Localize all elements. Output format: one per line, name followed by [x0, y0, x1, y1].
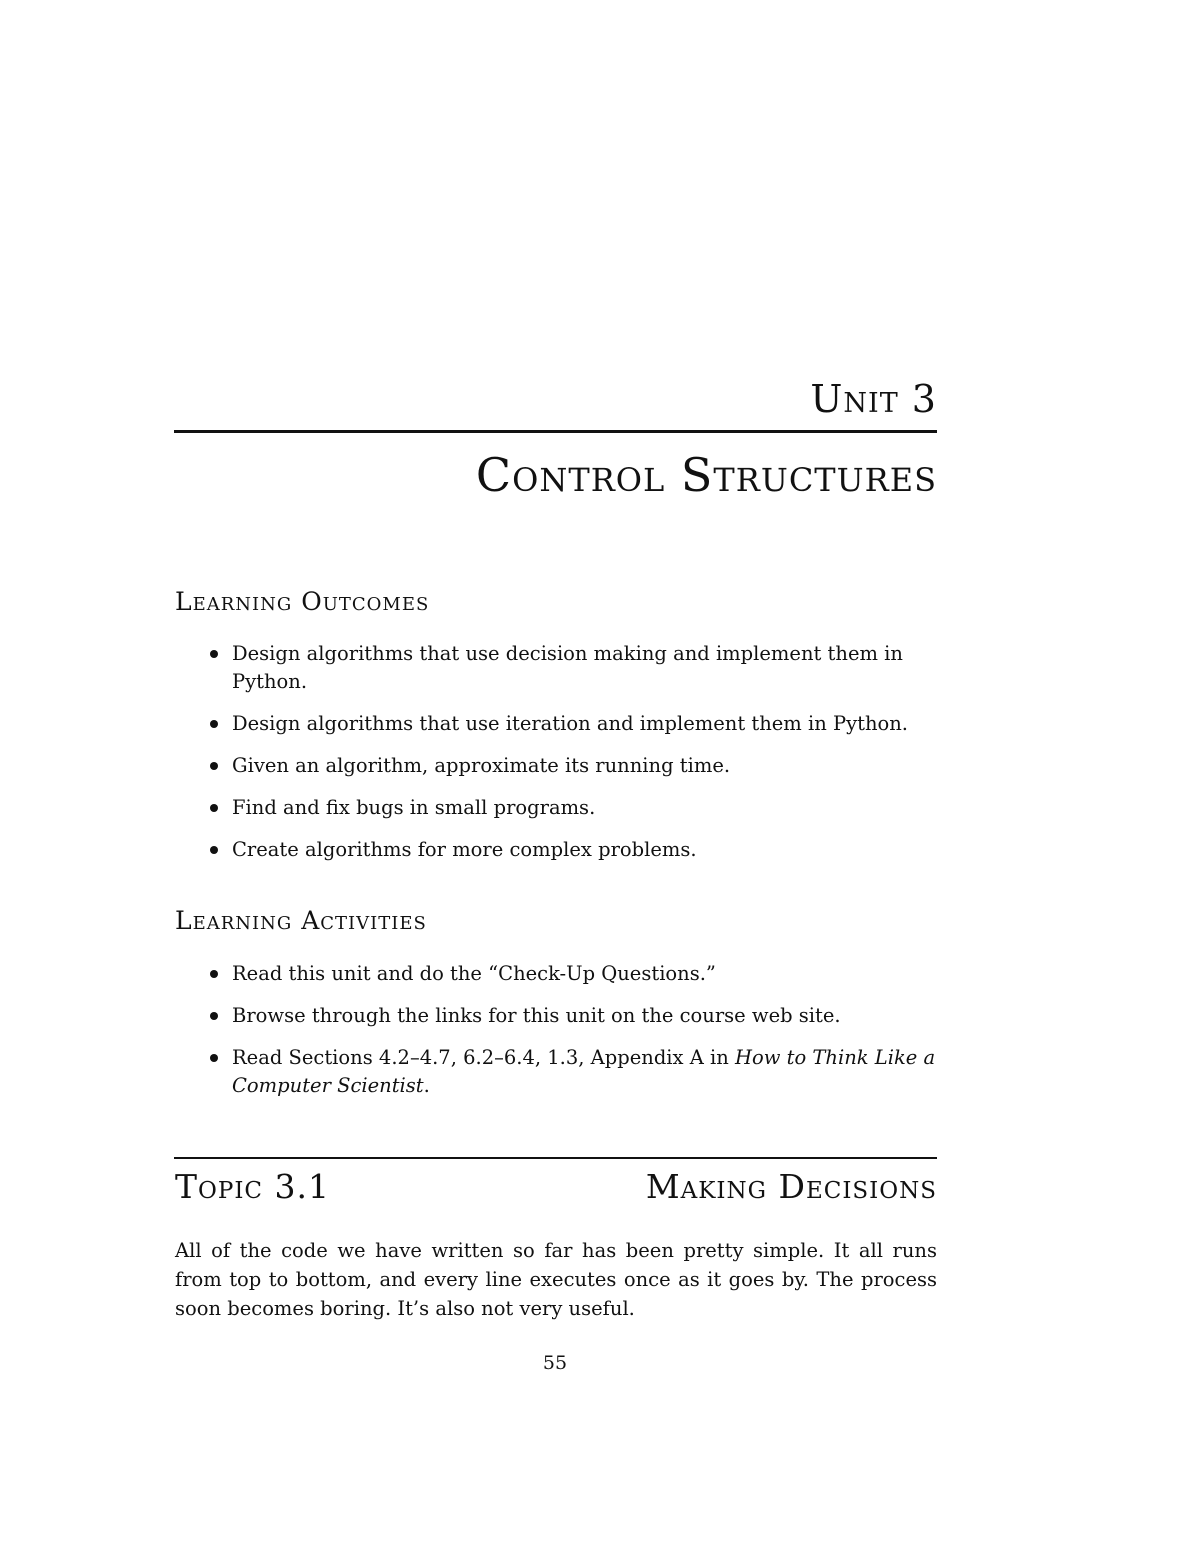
list-item-text: Browse through the links for this unit on the course web site.: [232, 1004, 841, 1027]
learning-activities-list: [210, 960, 937, 1114]
book-title: How to Think Like a Computer Scientist: [232, 1046, 936, 1097]
list-item: [210, 794, 937, 822]
list-item: [210, 960, 937, 988]
list-item-text: Design algorithms that use iteration and implement them in Python.: [232, 712, 909, 735]
bullet-icon: [210, 804, 218, 812]
reading-item-prefix: Read Sections 4.2–4.7, 6.2–6.4, 1.3, Appendix A in: [232, 1046, 736, 1069]
unit-label: Unit 3: [810, 377, 937, 421]
topic-number: Topic 3.1: [175, 1167, 330, 1206]
list-item-text: Find and fix bugs in small programs.: [232, 796, 596, 819]
list-item-text: Read this unit and do the “Check-Up Questions.”: [232, 962, 716, 985]
body-paragraph: All of the code we have written so far has been pretty simple. It all runs from top to bottom, and every line executes once as it goes by. The process soon becomes boring. It’s also not very useful.: [175, 1239, 937, 1320]
reading-item-suffix: .: [423, 1074, 430, 1097]
list-item-text: Given an algorithm, approximate its running time.: [232, 754, 731, 777]
bullet-icon: [210, 1012, 218, 1020]
list-item: [210, 640, 937, 696]
page-number: 55: [542, 1352, 568, 1374]
bullet-icon: [210, 1054, 218, 1062]
list-item-text: Design algorithms that use decision making and implement them in Python.: [232, 642, 903, 693]
list-item: [210, 836, 937, 864]
bullet-icon: [210, 970, 218, 978]
topic-title: Making Decisions: [645, 1167, 937, 1206]
list-item: [210, 710, 937, 738]
learning-activities-heading: Learning Activities: [175, 906, 427, 935]
bullet-icon: [210, 762, 218, 770]
bullet-icon: [210, 846, 218, 854]
learning-outcomes-list: [210, 640, 937, 878]
list-item: [210, 1002, 937, 1030]
learning-outcomes-heading: Learning Outcomes: [175, 587, 430, 616]
list-item: [210, 1044, 937, 1100]
unit-rule: [174, 430, 937, 433]
topic-rule: [174, 1157, 937, 1159]
bullet-icon: [210, 650, 218, 658]
bullet-icon: [210, 720, 218, 728]
chapter-title: Control Structures: [475, 448, 937, 502]
list-item: [210, 752, 937, 780]
list-item-text: Create algorithms for more complex problems.: [232, 838, 697, 861]
